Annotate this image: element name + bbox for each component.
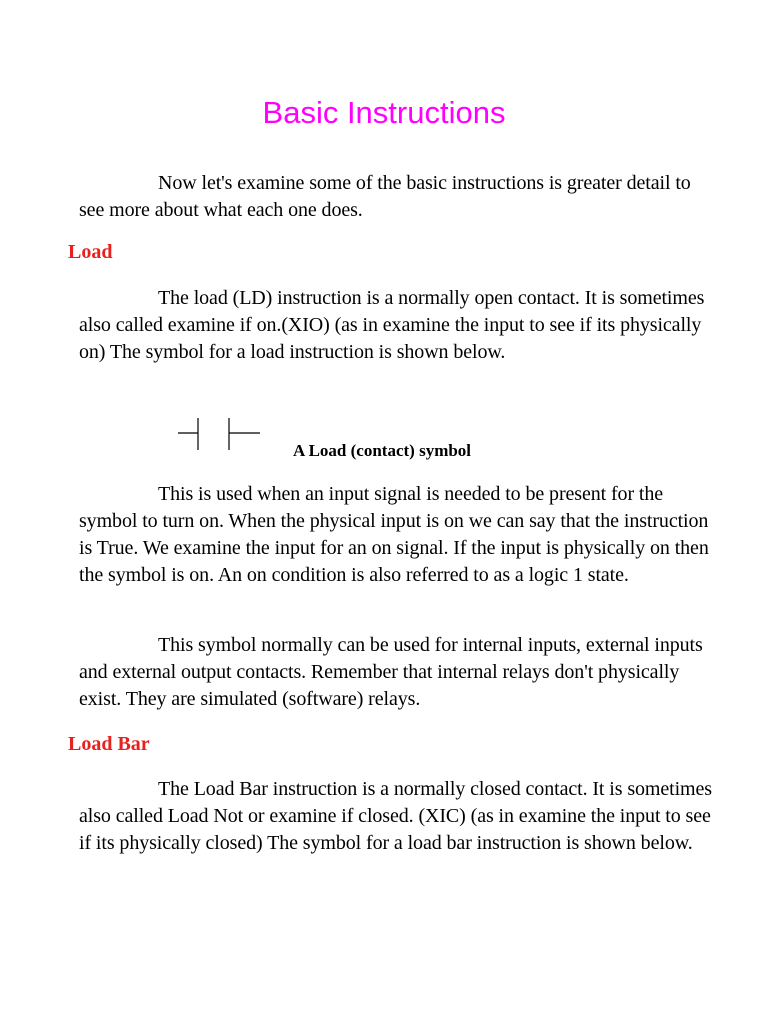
section-heading-load: Load — [68, 241, 113, 263]
load-paragraph-2: This is used when an input signal is needed to be present for the symbol to turn on. When the physical input is on we can say that the instruction is True. We examine the input for an on signal. If the input is physically on then the symbol is on. An on condition is also referred to as a logic 1 state. — [79, 483, 709, 586]
intro-paragraph: Now let's examine some of the basic instructions is greater detail to see more about what each one does. — [79, 172, 691, 221]
page-title: Basic Instructions — [262, 95, 506, 130]
section-heading-load-bar: Load Bar — [68, 733, 150, 755]
load-bar-paragraph-1: The Load Bar instruction is a normally closed contact. It is sometimes also called Load Not or examine if closed. (XIC) (as in examine the input to see if its physically closed) The symbol for a load bar instruction is shown below. — [79, 778, 712, 854]
load-symbol-caption: A Load (contact) symbol — [293, 441, 472, 460]
load-paragraph-3: This symbol normally can be used for internal inputs, external inputs and external output contacts. Remember that internal relays don't physically exist. They are simulated (software) relays. — [79, 634, 703, 710]
load-paragraph-1: The load (LD) instruction is a normally open contact. It is sometimes also called examine if on.(XIO) (as in examine the input to see if its physically on) The symbol for a load instruction is shown below. — [79, 287, 705, 363]
normally-open-contact-icon — [178, 417, 262, 453]
